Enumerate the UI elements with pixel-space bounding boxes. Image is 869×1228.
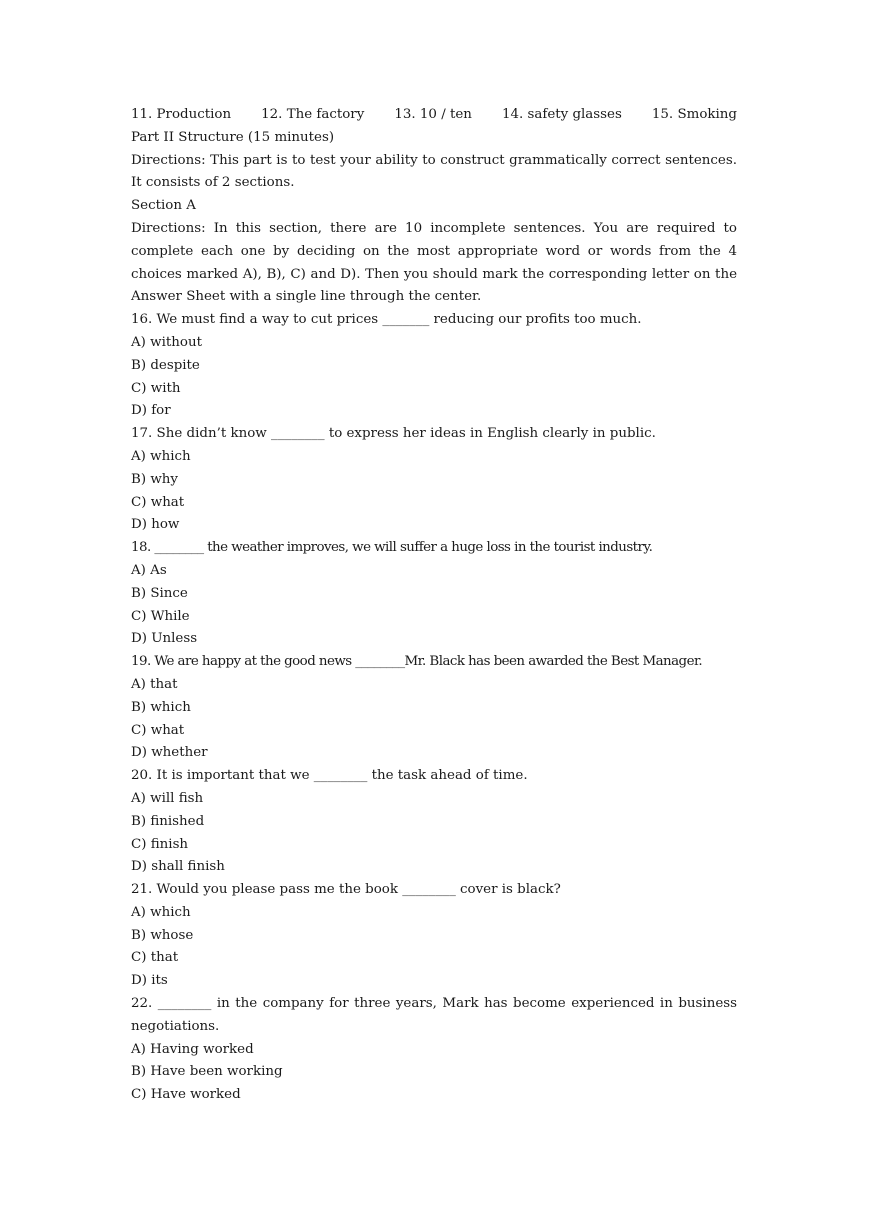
- option-b: B) Have been working: [131, 1064, 283, 1080]
- option-c: C) with: [131, 380, 181, 396]
- question-stem: 19. We are happy at the good news ________Mr. Black has been awarded the Best Manager.: [131, 654, 703, 670]
- option-b: B) finished: [131, 813, 205, 829]
- question-stem: 22. ________ in the company for three years, Mark has become experienced in business negotiations.: [131, 996, 737, 1034]
- question-21: [131, 879, 737, 993]
- option-c: C) what: [131, 494, 185, 510]
- option-b: B) why: [131, 471, 178, 487]
- question-16: [131, 309, 737, 423]
- question-stem: 21. Would you please pass me the book ________ cover is black?: [131, 882, 561, 898]
- option-d: D) its: [131, 973, 168, 989]
- option-c: C) While: [131, 608, 190, 624]
- option-d: D) whether: [131, 745, 208, 761]
- option-c: C) Have worked: [131, 1087, 241, 1103]
- section-directions: Directions: In this section, there are 10 incomplete sentences. You are required to complete each one by deciding on the most appropriate word or words from the 4 choices marked A), B), C) and D). Then you should mark the corresponding letter on the Answer Sheet with a single line through the center.: [131, 220, 737, 305]
- option-b: B) despite: [131, 357, 200, 373]
- option-d: D) for: [131, 403, 171, 419]
- option-b: B) whose: [131, 927, 194, 943]
- option-a: A) without: [131, 334, 202, 350]
- section-title: Section A: [131, 198, 196, 214]
- option-a: A) will fish: [131, 790, 204, 806]
- answer-key-row: [131, 104, 737, 127]
- option-c: C) finish: [131, 836, 189, 852]
- option-b: B) which: [131, 699, 191, 715]
- option-a: A) Having worked: [131, 1041, 254, 1057]
- question-stem: 20. It is important that we ________ the task ahead of time.: [131, 768, 528, 784]
- answer-14: 14. safety glasses: [501, 107, 622, 122]
- question-stem: 18. ________ the weather improves, we will suffer a huge loss in the tourist industry.: [131, 540, 653, 556]
- option-d: D) shall finish: [131, 859, 225, 875]
- question-19: [131, 651, 737, 765]
- question-22: [131, 993, 737, 1107]
- option-b: B) Since: [131, 585, 188, 601]
- option-c: C) what: [131, 722, 185, 738]
- part-directions: Directions: This part is to test your ability to construct grammatically correct sentences. It consists of 2 sections.: [131, 152, 737, 191]
- answer-11: 11. Production: [131, 107, 232, 122]
- part-title: Part II Structure (15 minutes): [131, 129, 335, 145]
- question-17: [131, 423, 737, 537]
- question-18: [131, 537, 737, 651]
- option-a: A) that: [131, 676, 178, 692]
- option-d: D) Unless: [131, 631, 198, 647]
- option-d: D) how: [131, 517, 180, 533]
- option-a: A) As: [131, 562, 167, 578]
- answer-15: 15. Smoking: [651, 107, 737, 122]
- question-stem: 17. She didn’t know ________ to express her ideas in English clearly in public.: [131, 426, 656, 442]
- exam-page: [131, 104, 737, 1107]
- option-a: A) which: [131, 448, 191, 464]
- answer-12: 12. The factory: [261, 107, 365, 122]
- question-20: [131, 765, 737, 879]
- question-stem: 16. We must find a way to cut prices _______ reducing our profits too much.: [131, 312, 642, 328]
- option-a: A) which: [131, 904, 191, 920]
- answer-13: 13. 10 / ten: [394, 107, 472, 122]
- option-c: C) that: [131, 950, 179, 966]
